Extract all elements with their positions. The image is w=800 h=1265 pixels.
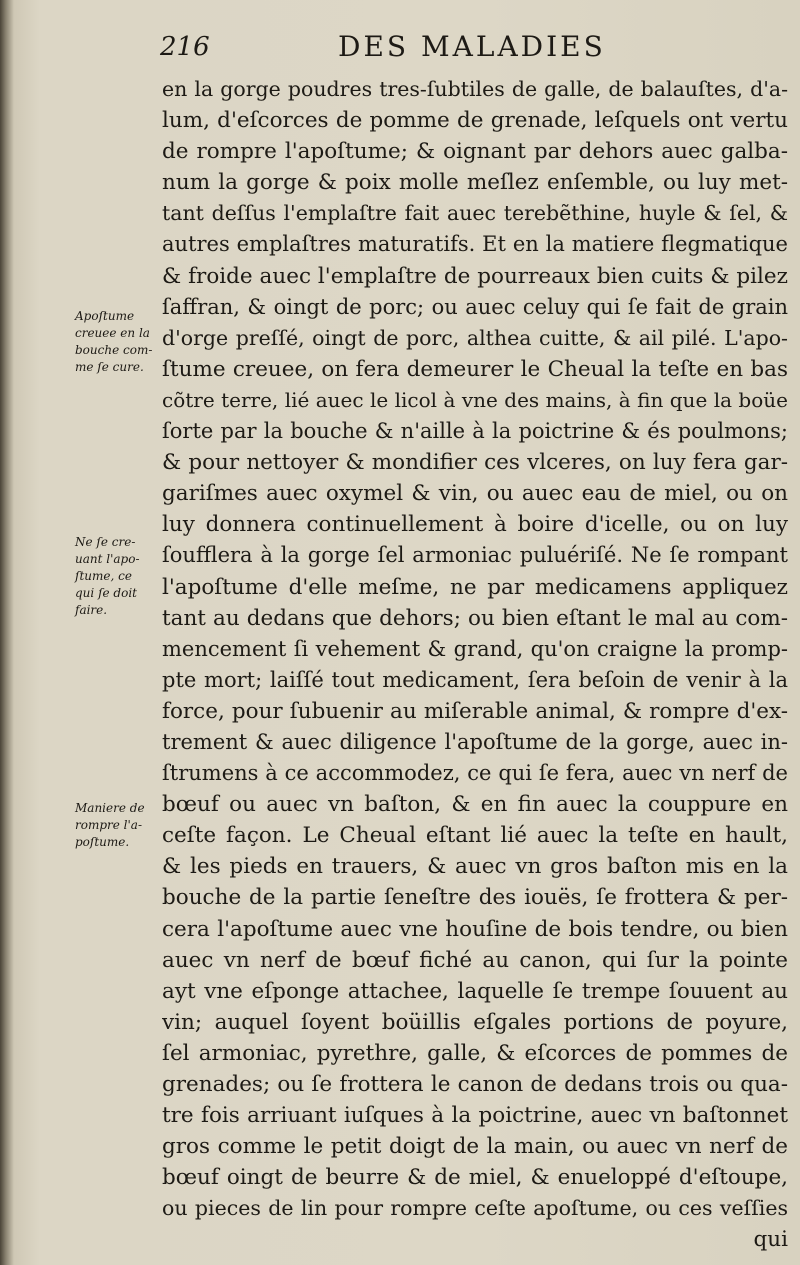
page-number: 216	[160, 32, 210, 62]
margin-note-line: rompre l'a-	[75, 818, 143, 832]
text-line: & froide auec l'emplaſtre de pourreaux bien cuits & pilez	[162, 263, 788, 289]
margin-note-line: ſtume, ce	[75, 569, 132, 583]
text-line: bouche de la partie ſeneſtre des iouës, ſe frottera & per-	[162, 885, 788, 911]
text-line: num la gorge & poix molle meſlez enſemble, ou luy met-	[162, 170, 788, 196]
margin-note-line: poſtume.	[75, 835, 130, 849]
margin-note-line: uant l'apo-	[75, 552, 140, 566]
text-line: mencement ſi vehement & grand, qu'on craigne la promp-	[162, 636, 788, 661]
text-line: ou pieces de lin pour rompre ceſte apoſtume, ou ces veſſies	[162, 1196, 788, 1221]
text-line: ſtrumens à ce accommodez, ce qui ſe fera, auec vn nerf de	[162, 761, 788, 786]
text-line: ſel armoniac, pyrethre, galle, & eſcorces de pommes de	[162, 1040, 788, 1066]
margin-note-line: faire.	[75, 603, 108, 617]
text-line: gros comme le petit doigt de la main, ou auec vn nerf de	[162, 1134, 788, 1160]
text-line: trement & auec diligence l'apoſtume de la gorge, auec in-	[162, 729, 788, 754]
text-line: cõtre terre, lié auec le licol à vne des mains, à fin que la boüe	[162, 387, 788, 412]
margin-note-line: me ſe cure.	[75, 360, 144, 374]
margin-note-3	[75, 800, 161, 851]
text-line: cera l'apoſtume auec vne houſine de bois tendre, ou bien	[162, 916, 788, 942]
running-head: DES MALADIES	[338, 30, 606, 63]
text-line: & pour nettoyer & mondifier ces vlceres, on luy fera gar-	[162, 450, 788, 476]
text-line: gariſmes auec oxymel & vin, ou auec eau de miel, ou on	[162, 481, 788, 507]
margin-note-line: bouche com-	[75, 343, 153, 357]
text-line: vin; auquel ſoyent boüillis eſgales portions de poyure,	[162, 1009, 788, 1035]
text-line: force, pour ſubuenir au miſerable animal, & rompre d'ex-	[162, 698, 788, 724]
text-line: ceſte façon. Le Cheual eſtant lié auec la teſte en hault,	[162, 823, 788, 849]
text-line: lum, d'eſcorces de pomme de grenade, leſquels ont vertu	[162, 108, 788, 134]
text-line: tant au dedans que dehors; ou bien eſtant le mal au com-	[162, 605, 788, 631]
text-line: ſorte par la bouche & n'aille à la poictrine & és poulmons;	[162, 419, 788, 444]
margin-note-2	[75, 534, 161, 619]
body-text	[162, 74, 788, 1256]
text-line: tant deſſus l'emplaſtre fait auec terebẽthine, huyle & ſel, &	[162, 201, 788, 226]
text-line: bœuf oingt de beurre & de miel, & enueloppé d'eſtoupe,	[162, 1165, 788, 1191]
margin-note-line: Maniere de	[75, 801, 145, 815]
text-line: auec vn nerf de bœuf fiché au canon, qui ſur la pointe	[162, 947, 788, 973]
margin-note-line: Ne ſe cre-	[75, 535, 136, 549]
text-line: l'apoſtume d'elle meſme, ne par medicamens appliquez	[162, 574, 788, 600]
text-line: d'orge preſſé, oingt de porc, althea cuitte, & ail pilé. L'apo-	[162, 325, 788, 350]
text-line: ſaffran, & oingt de porc; ou auec celuy qui ſe fait de grain	[162, 294, 788, 319]
margin-note-line: Apoſtume	[75, 309, 135, 323]
text-line: pte mort; laiſſé tout medicament, ſera beſoin de venir à la	[162, 667, 788, 692]
text-line: de rompre l'apoſtume; & oignant par dehors auec galba-	[162, 139, 788, 165]
text-line: autres emplaſtres maturatifs. Et en la matiere flegmatique	[162, 232, 788, 257]
text-line: ayt vne eſponge attachee, laquelle ſe trempe ſouuent au	[162, 978, 788, 1004]
text-line: bœuf ou auec vn baſton, & en fin auec la couppure en	[162, 792, 788, 818]
text-line: tre fois arriuant iuſques à la poictrine, auec vn baſtonnet	[162, 1103, 788, 1129]
text-line: en la gorge poudres tres-ſubtiles de galle, de balauſtes, d'a-	[162, 77, 788, 101]
margin-note-line: qui ſe doit	[75, 586, 137, 600]
text-line: ſtume creuee, on fera demeurer le Cheual la teſte en bas	[162, 356, 788, 382]
text-line: ſoufflera à la gorge ſel armoniac puluériſé. Ne ſe rompant	[162, 543, 788, 568]
text-line: qui	[753, 1227, 788, 1253]
text-line: grenades; ou ſe frottera le canon de dedans trois ou qua-	[162, 1072, 788, 1097]
margin-note-line: creuee en la	[75, 326, 150, 340]
text-line: & les pieds en trauers, & auec vn gros baſton mis en la	[162, 854, 788, 880]
page-header	[160, 30, 780, 70]
margin-note-1	[75, 308, 161, 376]
text-line: luy donnera continuellement à boire d'icelle, ou on luy	[162, 512, 788, 538]
